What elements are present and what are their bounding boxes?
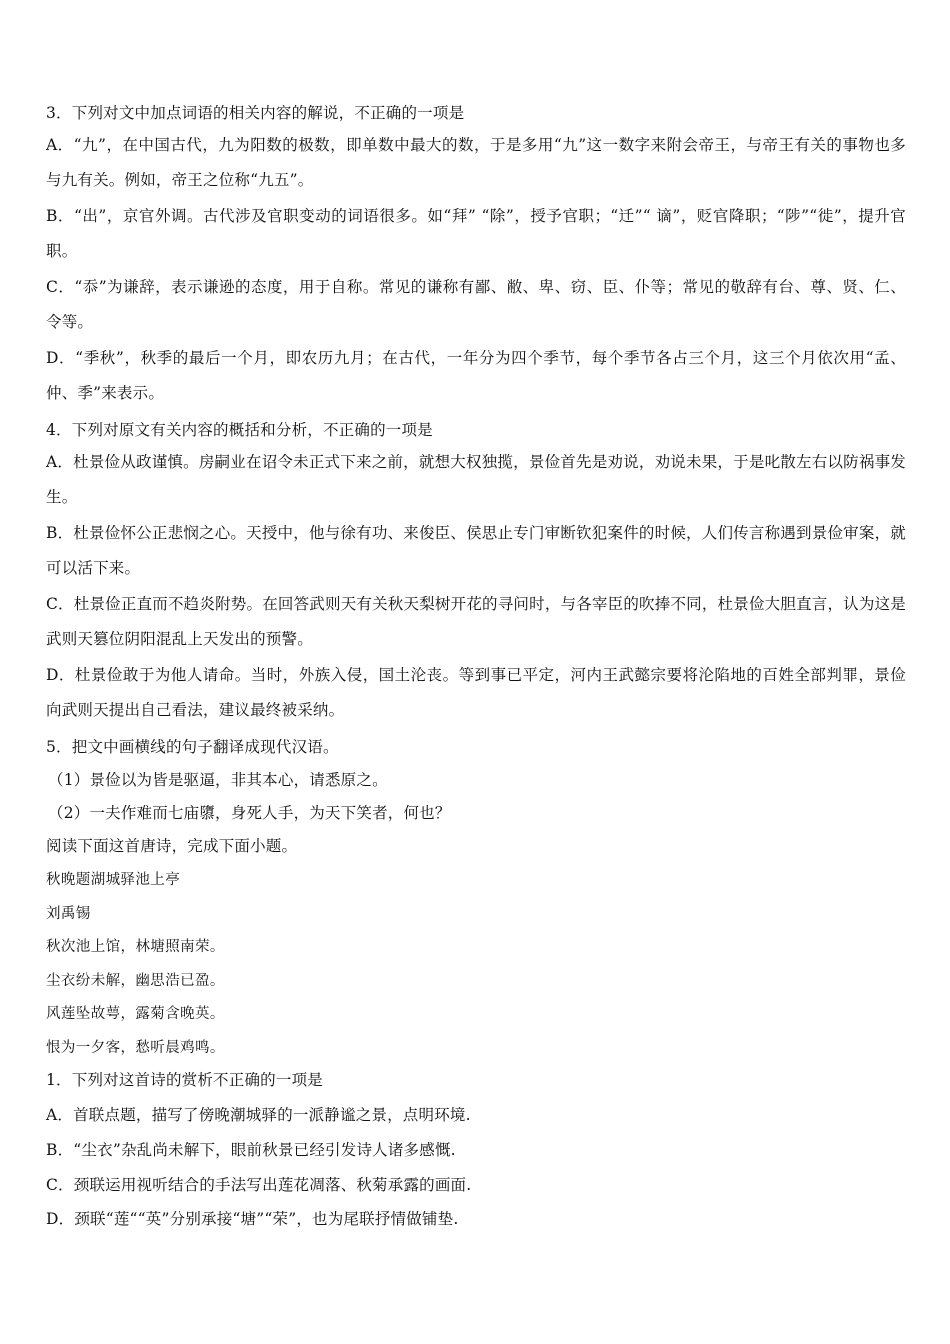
question-1-option-d: D．颈联“莲““英”分别承接“塘”“荣”，也为尾联抒情做铺垫. bbox=[46, 1210, 459, 1228]
question-1-option-c: C．颈联运用视听结合的手法写出莲花凋落、秋菊承露的画面. bbox=[46, 1176, 472, 1194]
question-4-option-c: C．杜景俭正直而不趋炎附势。在回答武则天有关秋天梨树开花的寻问时，与各宰臣的吹捧不同，杜景俭大胆直言，认为这是武则天篡位阴阳混乱上天发出的预警。 bbox=[46, 595, 906, 648]
question-1-stem: 1．下列对这首诗的赏析不正确的一项是 bbox=[46, 1071, 323, 1089]
poem-reading-intro: 阅读下面这首唐诗，完成下面小题。 bbox=[46, 837, 298, 855]
question-4-option-a: A．杜景俭从政谨慎。房嗣业在诏令未正式下来之前，就想大权独揽，景俭首先是劝说，劝说未果，于是叱散左右以防祸事发生。 bbox=[46, 453, 906, 506]
question-3-stem: 3．下列对文中加点词语的相关内容的解说，不正确的一项是 bbox=[46, 104, 465, 122]
poem-line: 恨为一夕客，愁听晨鸡鸣。 bbox=[46, 1040, 225, 1056]
question-5-stem: 5．把文中画横线的句子翻译成现代汉语。 bbox=[46, 738, 339, 756]
poem-line: 尘衣纷未解，幽思浩已盈。 bbox=[46, 973, 225, 989]
question-4-stem: 4．下列对原文有关内容的概括和分析，不正确的一项是 bbox=[46, 421, 433, 439]
question-5-sentence-2: （2）一夫作难而七庙隳，身死人手，为天下笑者，何也？ bbox=[48, 804, 451, 822]
question-4-option-b: B．杜景俭怀公正悲悯之心。天授中，他与徐有功、来俊臣、侯思止专门审断钦犯案件的时候，人们传言称遇到景俭审案，就可以活下来。 bbox=[46, 524, 906, 577]
question-1-option-b: B．“尘衣”杂乱尚未解下，眼前秋景已经引发诗人诸多感慨. bbox=[46, 1141, 456, 1159]
question-4-option-d: D．杜景俭敢于为他人请命。当时，外族入侵，国土沦丧。等到事已平定，河内王武懿宗要将沦陷地的百姓全部判罪，景俭向武则天提出自己看法，建议最终被采纳。 bbox=[46, 666, 906, 719]
question-3-option-a: A．“九”，在中国古代，九为阳数的极数，即单数中最大的数，于是多用“九”这一数字来附会帝王，与帝王有关的事物也多与九有关。例如，帝王之位称“九五”。 bbox=[46, 136, 906, 189]
question-3-option-d: D．“季秋”，秋季的最后一个月，即农历九月；在古代，一年分为四个季节，每个季节各占三个月，这三个月依次用“孟、仲、季”来表示。 bbox=[46, 349, 906, 402]
poem-line: 风莲坠故萼，露菊含晚英。 bbox=[46, 1006, 225, 1022]
poem-author: 刘禹锡 bbox=[46, 906, 91, 922]
poem-line: 秋次池上馆，林塘照南荣。 bbox=[46, 939, 225, 955]
question-1-option-a: A．首联点题，描写了傍晚潮城驿的一派静谧之景，点明环境. bbox=[46, 1106, 471, 1124]
poem-title: 秋晚题湖城驿池上亭 bbox=[46, 872, 181, 888]
question-5-sentence-1: （1）景俭以为皆是驱逼，非其本心，请悉原之。 bbox=[48, 771, 388, 789]
question-3-option-c: C．“忝”为谦辞，表示谦逊的态度，用于自称。常见的谦称有鄙、敝、卑、窃、臣、仆等；常见的敬辞有台、尊、贤、仁、令等。 bbox=[46, 278, 906, 331]
question-3-option-b: B．“出”，京官外调。古代涉及官职变动的词语很多。如“拜” “除”，授予官职；“迁”“ 谪”，贬官降职；“陟”“徙”，提升官职。 bbox=[46, 207, 906, 260]
